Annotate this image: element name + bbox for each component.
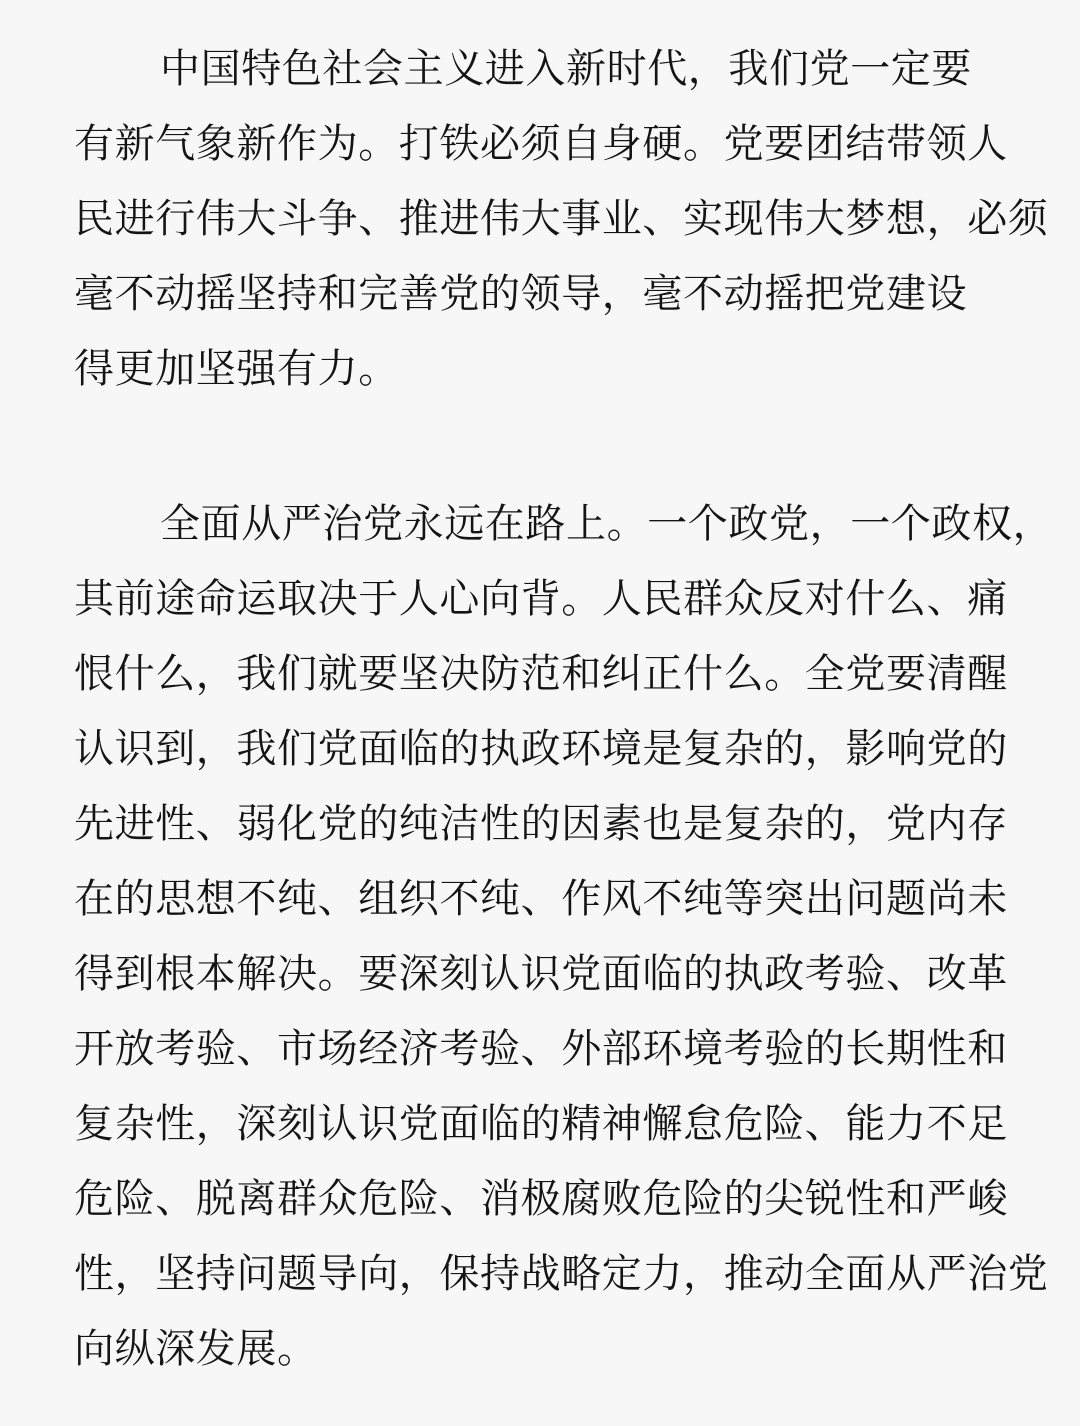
text-line: 得更加坚强有力。: [74, 346, 399, 392]
text-line: 其前途命运取决于人心向背。人民群众反对什么、痛: [74, 576, 1008, 622]
text-line: 民进行伟大斗争、推进伟大事业、实现伟大梦想，必须: [74, 196, 1049, 242]
text-line: 中国特色社会主义进入新时代，我们党一定要: [160, 46, 972, 92]
paragraph-2: [74, 487, 1054, 1387]
text-line: 先进性、弱化党的纯洁性的因素也是复杂的，党内存: [74, 801, 1008, 847]
paragraph-1: [74, 32, 1049, 407]
text-line: 认识到，我们党面临的执政环境是复杂的，影响党的: [74, 726, 1008, 772]
text-line: 开放考验、市场经济考验、外部环境考验的长期性和: [74, 1026, 1008, 1072]
text-line: 在的思想不纯、组织不纯、作风不纯等突出问题尚未: [74, 876, 1008, 922]
text-line: 恨什么，我们就要坚决防范和纠正什么。全党要清醒: [74, 651, 1008, 697]
text-line: 得到根本解决。要深刻认识党面临的执政考验、改革: [74, 951, 1008, 997]
text-line: 危险、脱离群众危险、消极腐败危险的尖锐性和严峻: [74, 1176, 1008, 1222]
text-line: 性，坚持问题导向，保持战略定力，推动全面从严治党: [74, 1251, 1049, 1297]
text-line: 毫不动摇坚持和完善党的领导，毫不动摇把党建设: [74, 271, 968, 317]
text-line: 向纵深发展。: [74, 1326, 318, 1372]
text-line: 复杂性，深刻认识党面临的精神懈怠危险、能力不足: [74, 1101, 1008, 1147]
paragraph-gap: [74, 407, 1020, 487]
text-line: 有新气象新作为。打铁必须自身硬。党要团结带领人: [74, 121, 1008, 167]
text-line: 全面从严治党永远在路上。一个政党，一个政权，: [160, 501, 1054, 547]
